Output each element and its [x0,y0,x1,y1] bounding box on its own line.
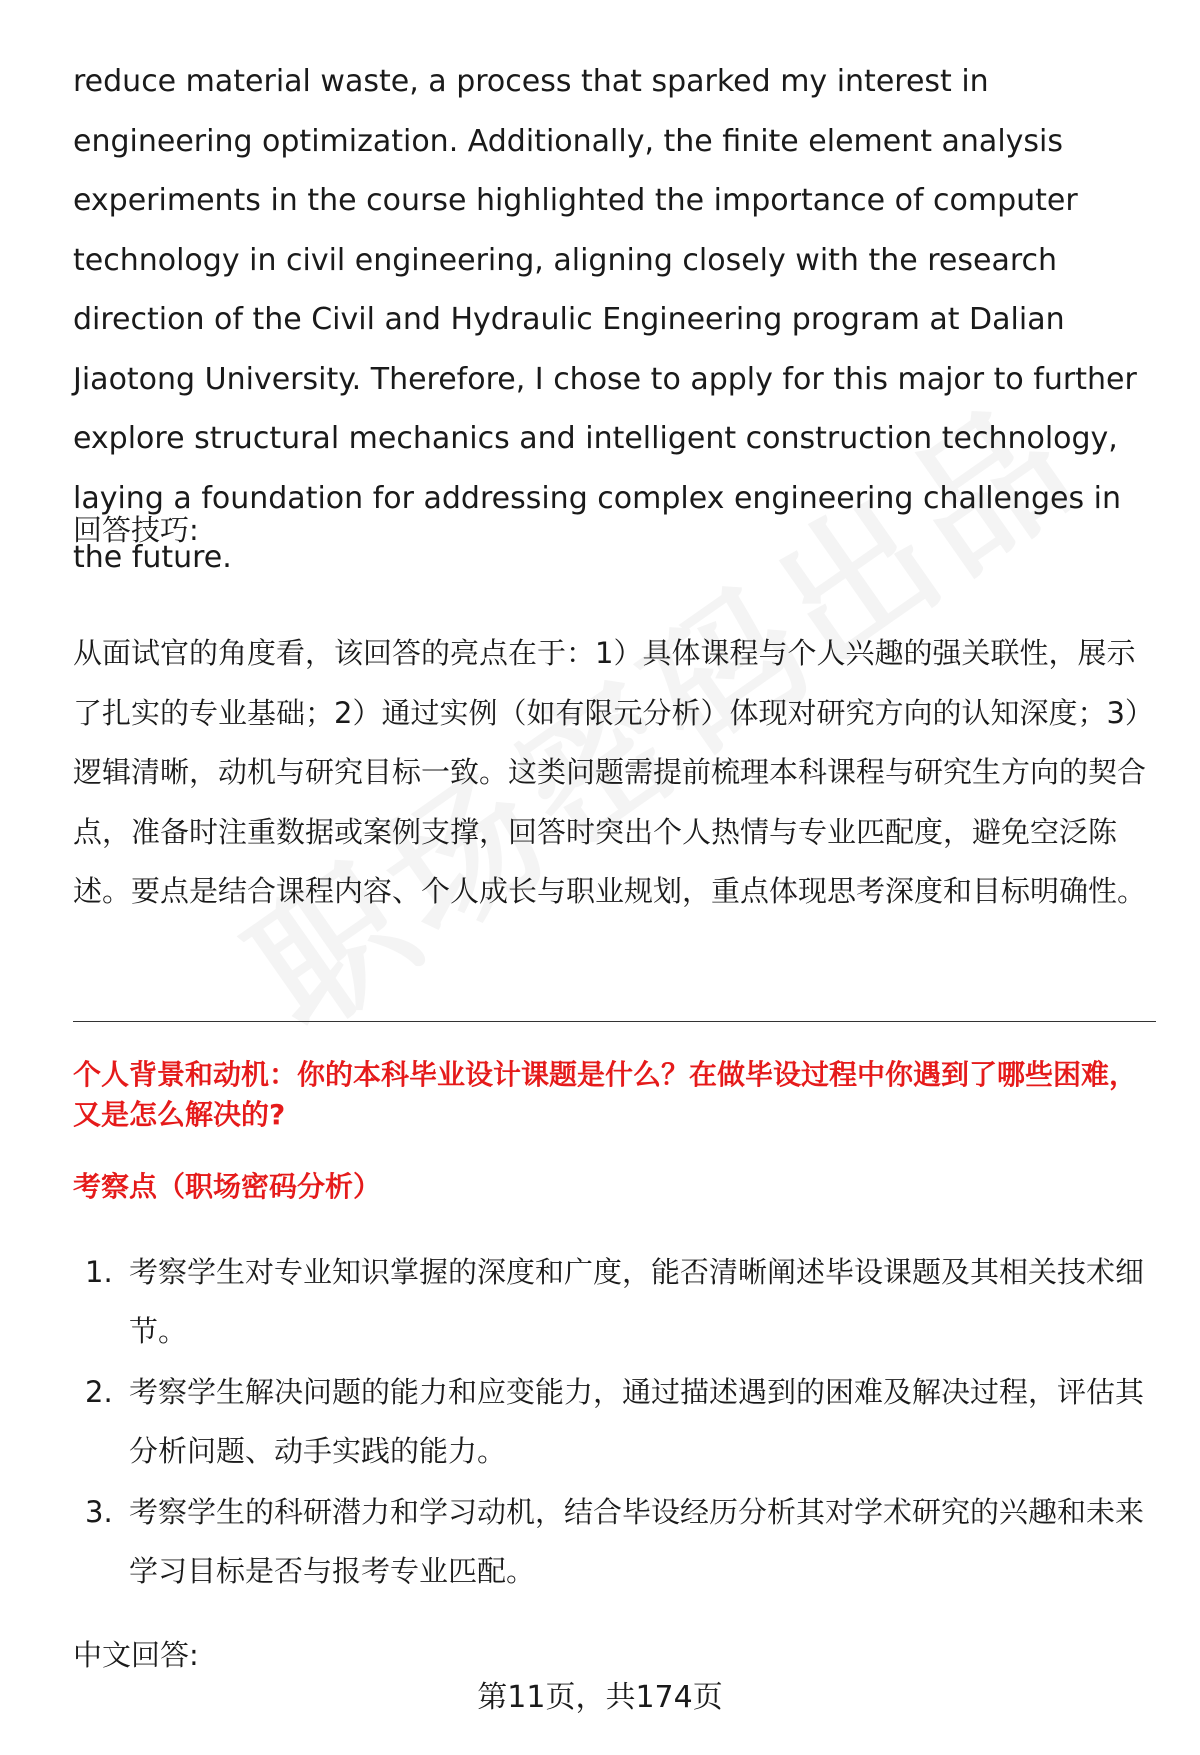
list-item [73,1483,1158,1601]
list-item [73,1243,1158,1361]
list-item-number: 2. [85,1375,113,1409]
question-heading: 个人背景和动机：你的本科毕业设计课题是什么？在做毕设过程中你遇到了哪些困难，又是怎么解决的? [73,1058,1138,1131]
list-item-text: 考察学生解决问题的能力和应变能力，通过描述遇到的困难及解决过程，评估其分析问题、动手实践的能力。 [129,1375,1145,1468]
list-item-number: 3. [85,1495,113,1529]
list-item-text: 考察学生对专业知识掌握的深度和广度，能否清晰阐述毕设课题及其相关技术细节。 [129,1255,1145,1348]
assessment-points-heading: 考察点（职场密码分析） [73,1170,382,1203]
list-item-text: 考察学生的科研潜力和学习动机，结合毕设经历分析其对学术研究的兴趣和未来学习目标是否与报考专业匹配。 [129,1495,1145,1588]
list-item-number: 1. [85,1255,113,1289]
tips-label: 回答技巧: [73,513,199,547]
chinese-answer-label: 中文回答: [73,1638,199,1672]
english-answer-paragraph: reduce material waste, a process that sparked my interest in engineering optimization. Additionally, the finite element analysis experiments in the course highlighted the importance of computer technology in civil engineering, aligning closely with the research direction of the Civil and Hydraulic Engineering program at Dalian Jiaotong University. Therefore, I chose to apply for this major to further explore structural mechanics and intelligent construction technology, laying a foundation for addressing complex engineering challenges in the future. [73,64,1137,575]
tips-paragraph: 从面试官的角度看，该回答的亮点在于：1）具体课程与个人兴趣的强关联性，展示了扎实的专业基础；2）通过实例（如有限元分析）体现对研究方向的认知深度；3）逻辑清晰，动机与研究目标一致。这类问题需提前梳理本科课程与研究生方向的契合点，准备时注重数据或案例支撑，回答时突出个人热情与专业匹配度，避免空泛陈述。要点是结合课程内容、个人成长与职业规划，重点体现思考深度和目标明确性。 [73,636,1147,908]
page-number-footer: 第11页，共174页 [477,1680,723,1715]
section-divider [73,1021,1156,1022]
assessment-points-list [73,1243,1158,1603]
list-item [73,1363,1158,1481]
